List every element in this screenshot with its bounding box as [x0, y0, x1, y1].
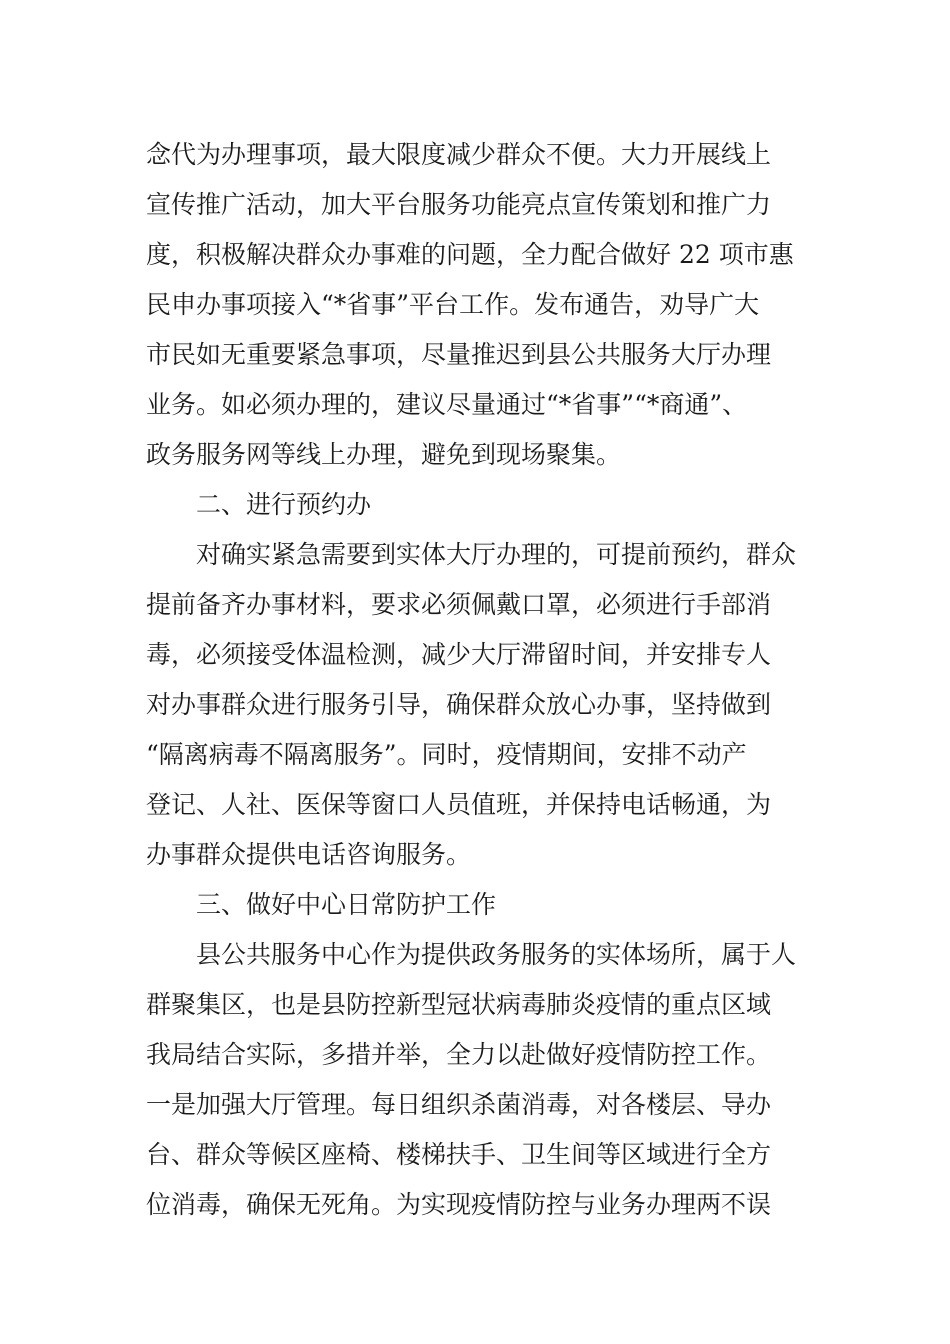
text-line: 度，积极解决群众办事难的问题，全力配合做好 22 项市惠 — [146, 240, 794, 269]
text-line: 业务。如必须办理的，建议尽量通过“*省事”“*商通”、 — [146, 390, 748, 419]
text-line: 办事群众提供电话咨询服务。 — [146, 840, 472, 869]
text-line: 民申办事项接入“*省事”平台工作。发布通告，劝导广大 — [146, 290, 760, 319]
paragraph-first-line: 对确实紧急需要到实体大厅办理的，可提前预约，群众 — [196, 540, 797, 569]
text-line: 念代为办理事项，最大限度减少群众不便。大力开展线上 — [146, 140, 772, 169]
section-heading: 二、进行预约办 — [196, 490, 372, 519]
section-heading: 三、做好中心日常防护工作 — [196, 890, 497, 919]
text-line: 群聚集区，也是县防控新型冠状病毒肺炎疫情的重点区域 — [146, 990, 772, 1019]
text-line: 对办事群众进行服务引导，确保群众放心办事，坚持做到 — [146, 690, 772, 719]
text-line: 一是加强大厅管理。每日组织杀菌消毒，对各楼层、导办 — [146, 1090, 772, 1119]
text-line: 宣传推广活动，加大平台服务功能亮点宣传策划和推广力 — [146, 190, 772, 219]
text-line: 我局结合实际，多措并举，全力以赴做好疫情防控工作。 — [146, 1040, 772, 1069]
text-line: 市民如无重要紧急事项，尽量推迟到县公共服务大厅办理 — [146, 340, 772, 369]
text-line: 提前备齐办事材料，要求必须佩戴口罩，必须进行手部消 — [146, 590, 772, 619]
text-line: 毒，必须接受体温检测，减少大厅滞留时间，并安排专人 — [146, 640, 772, 669]
text-line: 政务服务网等线上办理，避免到现场聚集。 — [146, 440, 622, 469]
text-line: 登记、人社、医保等窗口人员值班，并保持电话畅通，为 — [146, 790, 772, 819]
text-line: 位消毒，确保无死角。为实现疫情防控与业务办理两不误 — [146, 1190, 772, 1219]
paragraph-first-line: 县公共服务中心作为提供政务服务的实体场所，属于人 — [196, 940, 797, 969]
body-text — [146, 130, 826, 1230]
text-line: “隔离病毒不隔离服务”。同时，疫情期间，安排不动产 — [146, 740, 747, 769]
text-line: 台、群众等候区座椅、楼梯扶手、卫生间等区域进行全方 — [146, 1140, 772, 1169]
